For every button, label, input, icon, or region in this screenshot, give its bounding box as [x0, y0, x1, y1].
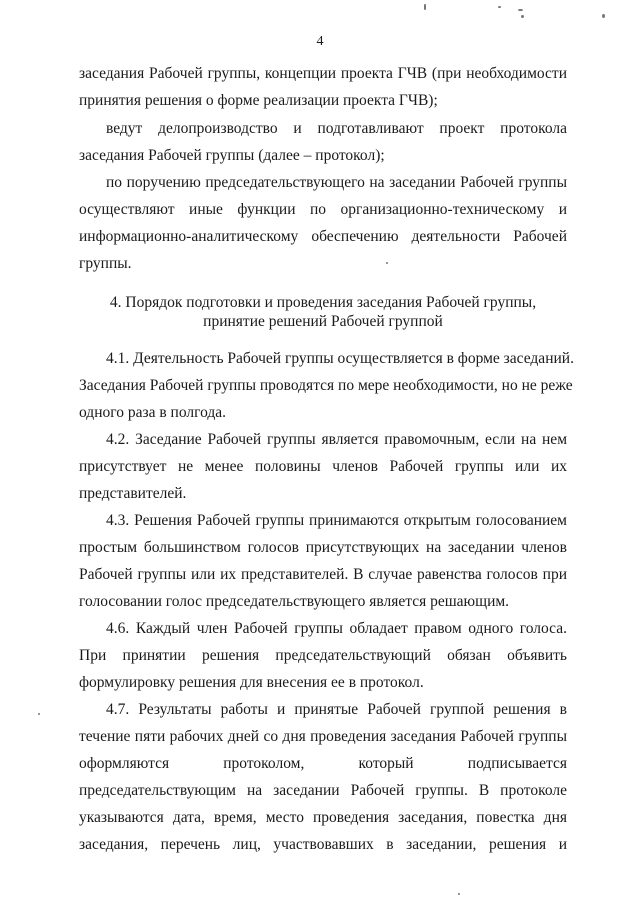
page-number: 4	[316, 34, 324, 49]
text-line: При принятии решения председательствующий обязан объявить	[79, 647, 567, 664]
text-line: по поручению председательствующего на заседании Рабочей группы	[106, 174, 567, 191]
scan-speck	[498, 6, 501, 8]
text-line: голосовании голос председательствующего является решающим.	[79, 593, 510, 610]
text-line: течение пяти рабочих дней со дня проведения заседания Рабочей группы	[79, 728, 567, 745]
heading-line: принятие решений Рабочей группой	[203, 313, 443, 330]
text-line: Рабочей группы или их представителей. В случае равенства голосов при	[79, 566, 567, 583]
scan-speck	[458, 893, 460, 895]
text-line: ведут делопроизводство и подготавливают проект протокола	[106, 120, 567, 137]
text-line: 4.1. Деятельность Рабочей группы осуществляется в форме заседаний.	[106, 350, 574, 367]
scan-speck	[386, 262, 388, 264]
text-line: простым большинством голосов присутствующих на заседании членов	[79, 539, 567, 556]
text-line: заседания, перечень лиц, участвовавших в заседании, решения и	[79, 836, 567, 853]
text-line: принятия решения о форме реализации проекта ГЧВ);	[79, 92, 438, 109]
text-line: присутствует не менее половины членов Рабочей группы или их	[79, 458, 567, 475]
text-line: заседания Рабочей группы (далее – протокол);	[79, 147, 385, 164]
text-line: 4.2. Заседание Рабочей группы является правомочным, если на нем	[106, 431, 567, 448]
scan-speck	[38, 713, 40, 715]
text-line: одного раза в полгода.	[79, 404, 227, 421]
text-line: группы.	[79, 255, 132, 272]
text-line: указываются дата, время, место проведения заседания, повестка дня	[79, 809, 567, 826]
text-line: оформляются протоколом, который подписывается	[79, 755, 567, 772]
scan-speck	[424, 4, 426, 10]
scan-speck	[602, 14, 605, 18]
text-line: председательствующим на заседании Рабочей группы. В протоколе	[79, 782, 567, 799]
text-line: формулировку решения для внесения ее в протокол.	[79, 674, 424, 691]
text-line: 4.3. Решения Рабочей группы принимаются открытым голосованием	[106, 512, 567, 529]
scan-speck	[518, 9, 523, 11]
text-line: 4.7. Результаты работы и принятые Рабочей группой решения в	[106, 701, 567, 718]
heading-line: 4. Порядок подготовки и проведения заседания Рабочей группы,	[109, 294, 537, 311]
text-line: представителей.	[79, 485, 187, 502]
text-line: заседания Рабочей группы, концепции проекта ГЧВ (при необходимости	[79, 65, 567, 82]
text-line: информационно-аналитическому обеспечению деятельности Рабочей	[79, 228, 567, 245]
text-line: 4.6. Каждый член Рабочей группы обладает правом одного голоса.	[106, 620, 567, 637]
text-line: Заседания Рабочей группы проводятся по мере необходимости, но не реже	[79, 377, 573, 394]
text-line: осуществляют иные функции по организационно-техническому и	[79, 201, 567, 218]
scan-speck	[521, 15, 524, 18]
